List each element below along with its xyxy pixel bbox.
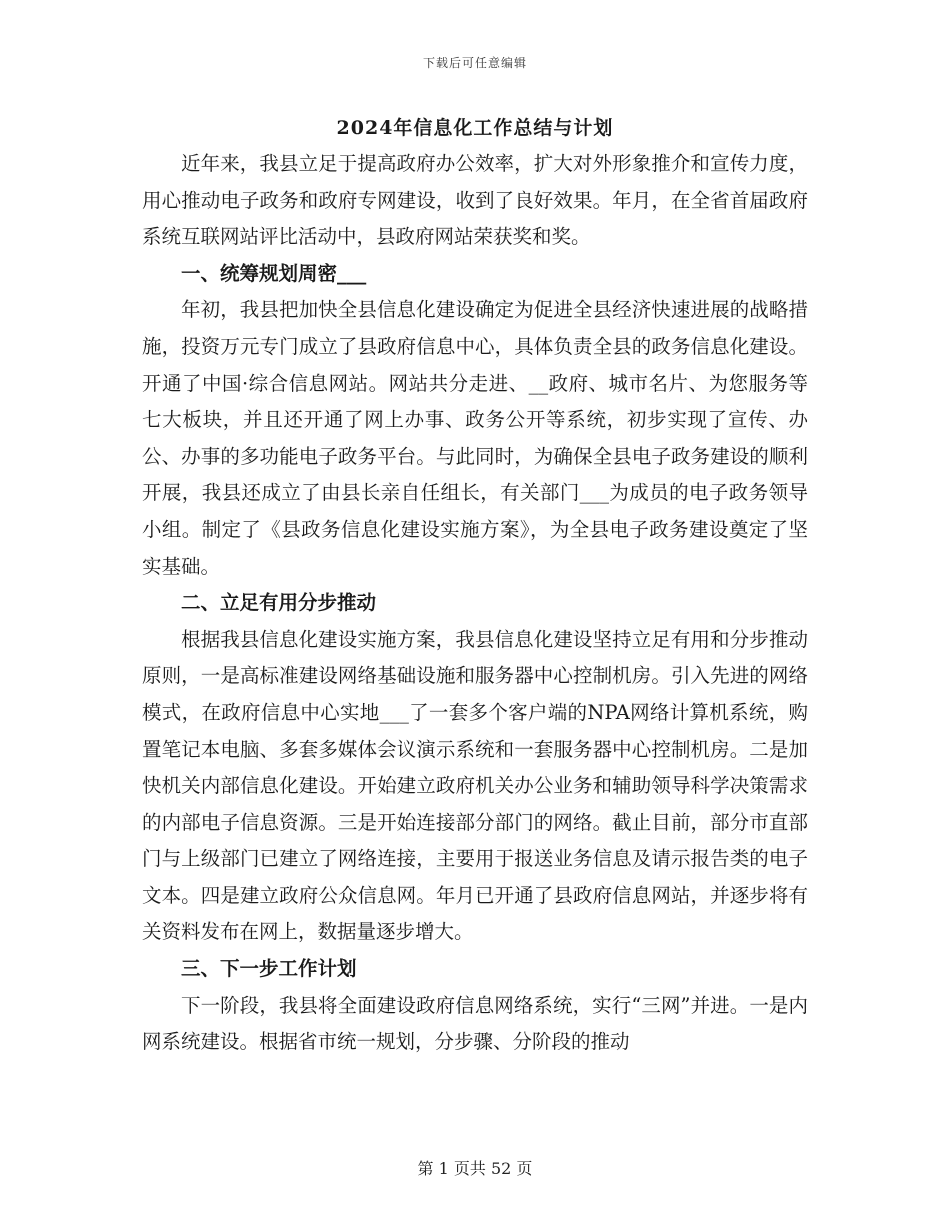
section-body-1: 年初，我县把加快全县信息化建设确定为促进全县经济快速进展的战略措施，投资万元专门成立了县政府信息中心，具体负责全县的政务信息化建设。开通了中国·综合信息网站。网站共分走进、__政府、城市名片、为您服务等七大板块，并且还开通了网上办事、政务公开等系统，初步实现了宣传、办公、办事的多功能电子政务平台。与此同时，为确保全县电子政务建设的顺利开展，我县还成立了由县长亲自任组长，有关部门___为成员的电子政务领导小组。制定了《县政务信息化建设实施方案》，为全县电子政务建设奠定了坚实基础。 [142,298,808,578]
intro-paragraph: 近年来，我县立足于提高政府办公效率，扩大对外形象推介和宣传力度，用心推动电子政务和政府专网建设，收到了良好效果。年月，在全省首届政府系统互联网站评比活动中，县政府网站荣获奖和奖。 [142,152,808,249]
document-body [142,110,808,1061]
page-number: 第 1 页共 52 页 [417,1159,533,1178]
section-body-3: 下一阶段，我县将全面建设政府信息网络系统，实行“三网”并进。一是内网系统建设。根据省市统一规划，分步骤、分阶段的推动 [142,993,808,1054]
section-heading-2: 二、立足有用分步推动 [181,591,377,615]
document-title: 2024年信息化工作总结与计划 [336,117,614,139]
section-body-2: 根据我县信息化建设实施方案，我县信息化建设坚持立足有用和分步推动原则，一是高标准建设网络基础设施和服务器中心控制机房。引入先进的网络模式，在政府信息中心实地___了一套多个客户端的NPA网络计算机系统，购置笔记本电脑、多套多媒体会议演示系统和一套服务器中心控制机房。二是加快机关内部信息化建设。开始建立政府机关办公业务和辅助领导科学决策需求的内部电子信息资源。三是开始连接部分部门的网络。截止目前，部分市直部门与上级部门已建立了网络连接，主要用于报送业务信息及请示报告类的电子文本。四是建立政府公众信息网。年月已开通了县政府信息网站，并逐步将有关资料发布在网上，数据量逐步增大。 [142,627,808,944]
page-header-note: 下载后可任意编辑 [422,56,527,70]
section-heading-1: 一、统筹规划周密___ [181,261,367,285]
section-heading-3: 三、下一步工作计划 [181,957,357,981]
